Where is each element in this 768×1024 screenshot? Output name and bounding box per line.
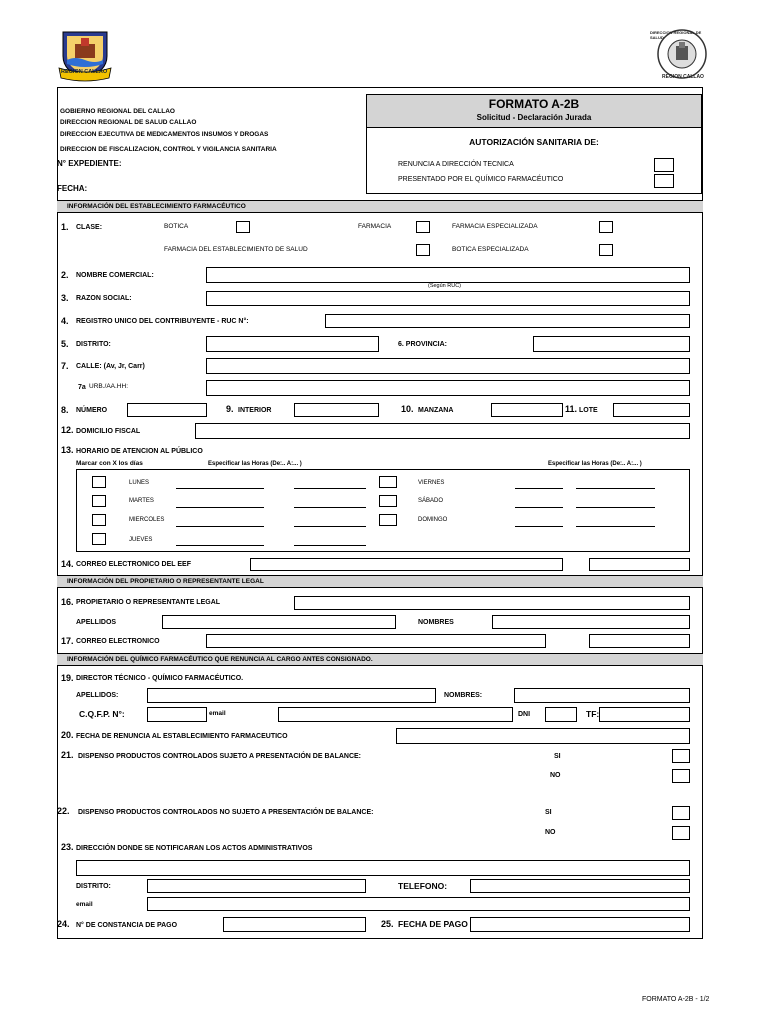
calle-label: CALLE: (Av, Jr, Carr) — [76, 363, 145, 370]
miercoles-hora-hasta[interactable] — [294, 526, 366, 527]
prop-nombres-field[interactable] — [492, 615, 690, 629]
calle-field[interactable] — [206, 358, 690, 374]
format-subtitle: Solicitud - Declaración Jurada — [476, 113, 592, 122]
sabado-hora-hasta[interactable] — [576, 507, 655, 508]
urb-field[interactable] — [206, 380, 690, 396]
cqfp-field[interactable] — [147, 707, 207, 722]
domicilio-field[interactable] — [195, 423, 690, 439]
item-7-number: 7. — [61, 361, 69, 371]
farmacia-checkbox[interactable] — [416, 221, 430, 233]
correo-eef-field-2[interactable] — [589, 558, 690, 571]
qf-email-label: email — [209, 710, 226, 717]
notif-distrito-field[interactable] — [147, 879, 366, 893]
provincia-field[interactable] — [533, 336, 690, 352]
item-16-number: 16. — [61, 597, 74, 607]
qf-apellidos-field[interactable] — [147, 688, 436, 703]
si-22-label: SI — [545, 809, 552, 816]
section-quimico: INFORMACIÓN DEL QUÍMICO FARMACÉUTICO QUE RENUNCIA AL CARGO ANTES CONSIGNADO. — [57, 653, 703, 666]
viernes-hora-hasta[interactable] — [576, 488, 655, 489]
domingo-checkbox[interactable] — [379, 514, 397, 526]
horario-label: HORARIO DE ATENCION AL PÚBLICO — [76, 448, 203, 455]
item-24-number: 24. — [57, 919, 70, 929]
razon-social-field[interactable] — [206, 291, 690, 306]
prop-apellidos-field[interactable] — [162, 615, 396, 629]
logo-left-text: REGION CALLAO — [61, 69, 108, 75]
qf-email-field[interactable] — [278, 707, 513, 722]
botica-esp-label: BOTICA ESPECIALIZADA — [452, 246, 529, 253]
sabado-label: SÁBADO — [418, 498, 444, 504]
item-4-number: 4. — [61, 316, 69, 326]
propietario-label: PROPIETARIO O REPRESENTANTE LEGAL — [76, 599, 221, 606]
no-22-label: NO — [545, 829, 556, 836]
martes-hora-hasta[interactable] — [294, 507, 366, 508]
numero-field[interactable] — [127, 403, 207, 417]
farmacia-est-checkbox[interactable] — [416, 244, 430, 256]
fecha-pago-field[interactable] — [470, 917, 690, 932]
clase-label: CLASE: — [76, 224, 103, 231]
org-line-3: DIRECCION EJECUTIVA DE MEDICAMENTOS INSUMOS Y DROGAS — [60, 131, 269, 138]
miercoles-hora-desde[interactable] — [176, 526, 264, 527]
prop-apellidos-label: APELLIDOS — [76, 619, 117, 626]
fecha-pago-label: FECHA DE PAGO — [398, 919, 468, 929]
jueves-checkbox[interactable] — [92, 533, 106, 545]
especificar-left-label: Especificar las Horas (De:.. A:... ) — [208, 461, 302, 467]
direccion-field[interactable] — [76, 860, 690, 876]
jueves-hora-hasta[interactable] — [294, 545, 366, 546]
martes-hora-desde[interactable] — [176, 507, 264, 508]
no-21-checkbox[interactable] — [672, 769, 690, 783]
seal-top-text: DIRECCION REGIONAL DE SALUD — [650, 30, 702, 40]
interior-label: INTERIOR — [238, 407, 272, 414]
item-14-number: 14. — [61, 559, 74, 569]
cqfp-label: C.Q.F.P. N°: — [79, 709, 125, 719]
notif-email-label: email — [76, 901, 93, 908]
page-footer: FORMATO A-2B - 1/2 — [642, 996, 710, 1003]
notif-distrito-label: DISTRITO: — [76, 883, 111, 890]
ruc-field[interactable] — [325, 314, 690, 328]
domingo-hora-desde[interactable] — [515, 526, 563, 527]
fecha-label: FECHA: — [57, 184, 88, 193]
item-7a-number: 7a — [78, 384, 86, 391]
farmacia-label: FARMACIA — [358, 223, 392, 230]
format-title: FORMATO A-2B — [488, 97, 580, 111]
lunes-hora-desde[interactable] — [176, 488, 264, 489]
domingo-label: DOMINGO — [418, 517, 448, 523]
viernes-hora-desde[interactable] — [515, 488, 563, 489]
razon-social-label: RAZON SOCIAL: — [76, 295, 132, 302]
director-label: DIRECTOR TÉCNICO - QUÍMICO FARMACÉUTICO. — [76, 675, 244, 682]
constancia-field[interactable] — [223, 917, 366, 932]
constancia-label: N° DE CONSTANCIA DE PAGO — [76, 922, 178, 929]
section-propietario: INFORMACIÓN DEL PROPIETARIO O REPRESENTANTE LEGAL — [57, 575, 703, 588]
shield-icon — [55, 26, 115, 84]
dni-field[interactable] — [545, 707, 577, 722]
fecha-renuncia-label: FECHA DE RENUNCIA AL ESTABLECIMIENTO FARMACEUTICO — [76, 733, 288, 740]
item-11-number: 11. — [565, 404, 578, 414]
tf-label: TF: — [586, 709, 600, 719]
domicilio-label: DOMICILIO FISCAL — [76, 428, 141, 435]
manzana-field[interactable] — [491, 403, 563, 417]
item-25-number: 25. — [381, 919, 394, 929]
miercoles-checkbox[interactable] — [92, 514, 106, 526]
viernes-label: VIERNES — [418, 480, 445, 486]
nombre-comercial-label: NOMBRE COMERCIAL: — [76, 272, 154, 279]
jueves-hora-desde[interactable] — [176, 545, 264, 546]
option-renuncia: RENUNCIA A DIRECCIÓN TECNICA — [398, 161, 514, 168]
item-23-number: 23. — [61, 842, 74, 852]
item-9-number: 9. — [226, 404, 234, 414]
botica-esp-checkbox[interactable] — [599, 244, 613, 256]
option-presentado: PRESENTADO POR EL QUÍMICO FARMACÉUTICO — [398, 176, 564, 183]
expediente-label: N° EXPEDIENTE: — [57, 159, 122, 168]
si-21-label: SI — [554, 753, 561, 760]
lote-label: LOTE — [579, 407, 598, 414]
segun-ruc-note: (Según RUC) — [428, 283, 462, 289]
notif-email-field[interactable] — [147, 897, 690, 911]
item-21-number: 21. — [61, 750, 74, 760]
prop-nombres-label: NOMBRES — [418, 619, 454, 626]
dispenso-no-sujeto-label: DISPENSO PRODUCTOS CONTROLADOS NO SUJETO A PRESENTACIÓN DE BALANCE: — [78, 809, 374, 816]
qf-nombres-label: NOMBRES: — [444, 692, 483, 699]
distrito-label: DISTRITO: — [76, 341, 111, 348]
org-line-2: DIRECCION REGIONAL DE SALUD CALLAO — [60, 119, 197, 126]
lunes-checkbox[interactable] — [92, 476, 106, 488]
item-20-number: 20. — [61, 730, 74, 740]
sabado-checkbox[interactable] — [379, 495, 397, 507]
botica-label: BOTICA — [164, 223, 189, 230]
farmacia-esp-label: FARMACIA ESPECIALIZADA — [452, 223, 538, 230]
especificar-right-label: Especificar las Horas (De:.. A:... ) — [548, 461, 642, 467]
org-line-4: DIRECCION DE FISCALIZACION, CONTROL Y VIGILANCIA SANITARIA — [60, 146, 277, 153]
region-callao-logo — [55, 26, 115, 84]
provincia-label: 6. PROVINCIA: — [398, 341, 448, 348]
item-13-number: 13. — [61, 445, 74, 455]
item-19-number: 19. — [61, 673, 74, 683]
urb-label: URB./AA.HH: — [89, 383, 129, 390]
sabado-hora-desde[interactable] — [515, 507, 563, 508]
martes-label: MARTES — [129, 498, 154, 504]
fecha-renuncia-field[interactable] — [396, 728, 690, 744]
manzana-label: MANZANA — [418, 407, 454, 414]
section-establecimiento: INFORMACIÓN DEL ESTABLECIMIENTO FARMACÉUTICO — [57, 200, 703, 213]
prop-correo-field-2[interactable] — [589, 634, 690, 648]
telefono-label: TELEFONO: — [398, 881, 448, 891]
telefono-field[interactable] — [470, 879, 690, 893]
prop-correo-label: CORREO ELECTRONICO — [76, 638, 160, 645]
direccion-label: DIRECCIÓN DONDE SE NOTIFICARAN LOS ACTOS ADMINISTRATIVOS — [76, 845, 313, 852]
item-2-number: 2. — [61, 270, 69, 280]
item-10-number: 10. — [401, 404, 414, 414]
item-17-number: 17. — [61, 636, 74, 646]
nombre-comercial-field[interactable] — [206, 267, 690, 283]
no-21-label: NO — [550, 772, 561, 779]
ruc-label: REGISTRO UNICO DEL CONTRIBUYENTE - RUC N°: — [76, 318, 249, 325]
lunes-label: LUNES — [129, 480, 150, 486]
interior-field[interactable] — [294, 403, 379, 417]
domingo-hora-hasta[interactable] — [576, 526, 655, 527]
distrito-field[interactable] — [206, 336, 379, 352]
si-22-checkbox[interactable] — [672, 806, 690, 820]
item-22-number: 22. — [57, 806, 70, 816]
item-12-number: 12. — [61, 425, 74, 435]
martes-checkbox[interactable] — [92, 495, 106, 507]
dni-label: DNI — [518, 711, 531, 718]
item-1-number: 1. — [61, 222, 69, 232]
farmacia-est-label: FARMACIA DEL ESTABLECIMIENTO DE SALUD — [164, 246, 308, 253]
dispenso-sujeto-label: DISPENSO PRODUCTOS CONTROLADOS SUJETO A PRESENTACIÓN DE BALANCE: — [78, 753, 362, 760]
farmacia-esp-checkbox[interactable] — [599, 221, 613, 233]
marcar-label: Marcar con X los días — [76, 460, 143, 467]
correo-eef-label: CORREO ELECTRONICO DEL EEF — [76, 561, 191, 568]
lote-field[interactable] — [613, 403, 690, 417]
numero-label: NÚMERO — [76, 407, 108, 414]
no-22-checkbox[interactable] — [672, 826, 690, 840]
seal-bottom-text: REGION CALLAO — [662, 74, 704, 80]
qf-apellidos-label: APELLIDOS: — [76, 692, 119, 699]
botica-checkbox[interactable] — [236, 221, 250, 233]
item-3-number: 3. — [61, 293, 69, 303]
org-line-1: GOBIERNO REGIONAL DEL CALLAO — [60, 108, 175, 115]
autorizacion-title: AUTORIZACIÓN SANITARIA DE: — [469, 137, 599, 147]
jueves-label: JUEVES — [129, 537, 153, 543]
qf-nombres-field[interactable] — [514, 688, 690, 703]
prop-correo-field[interactable] — [206, 634, 546, 648]
item-5-number: 5. — [61, 339, 69, 349]
correo-eef-field[interactable] — [250, 558, 563, 571]
option-renuncia-checkbox[interactable] — [654, 158, 674, 172]
item-8-number: 8. — [61, 405, 69, 415]
option-presentado-checkbox[interactable] — [654, 174, 674, 188]
diresa-seal — [648, 28, 716, 84]
si-21-checkbox[interactable] — [672, 749, 690, 763]
lunes-hora-hasta[interactable] — [294, 488, 366, 489]
miercoles-label: MIERCOLES — [129, 517, 165, 523]
propietario-field[interactable] — [294, 596, 690, 610]
tf-field[interactable] — [599, 707, 690, 722]
viernes-checkbox[interactable] — [379, 476, 397, 488]
